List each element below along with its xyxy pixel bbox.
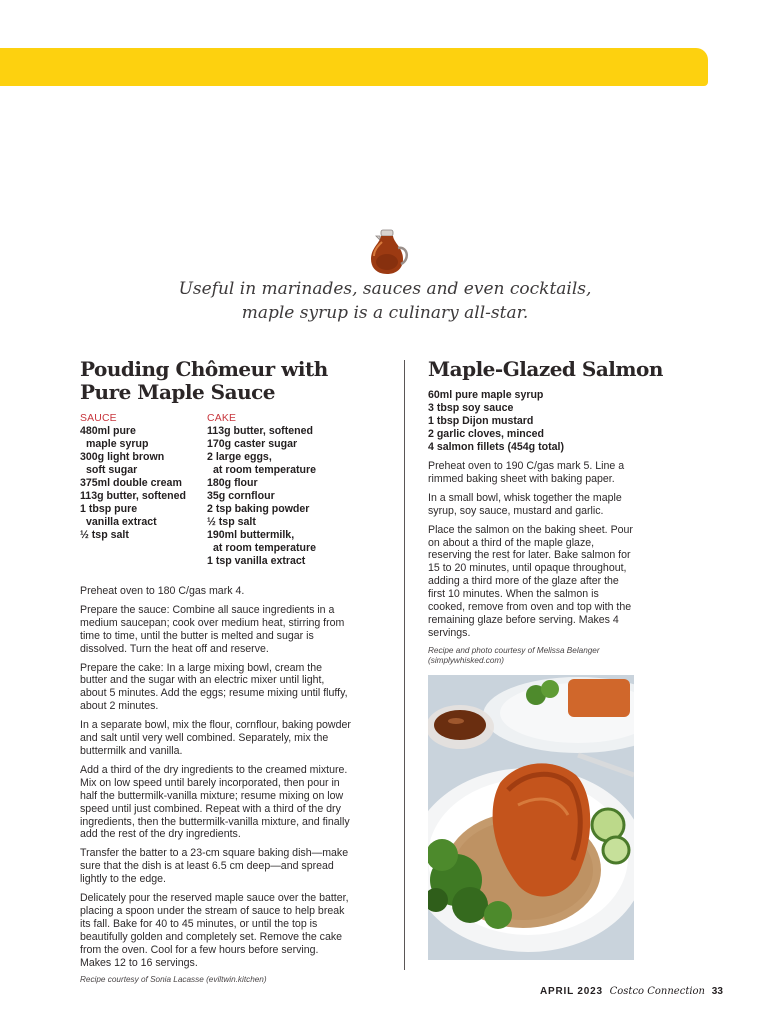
ingredient <box>207 438 352 451</box>
ingredient-line: 113g butter, softened <box>80 490 186 502</box>
recipe2-step: In a small bowl, whisk together the maple syrup, soy sauce, mustard and garlic. <box>428 491 622 517</box>
ingredient-line: 1 tsp vanilla extract <box>207 555 306 567</box>
ingredient-line: 190ml buttermilk, <box>207 529 295 541</box>
ingredient-line: 170g caster sugar <box>207 438 298 450</box>
column-divider <box>404 360 405 970</box>
recipe1-title <box>80 358 352 404</box>
ingredient <box>207 490 352 503</box>
ingredient-line: 180g flour <box>207 477 258 489</box>
header-color-bar <box>0 48 708 86</box>
footer-month: APRIL 2023 <box>540 986 603 997</box>
recipe2-step: Place the salmon on the baking sheet. Pour on about a third of the maple glaze, reserving the rest for later. Bake salmon for 15 to 20 minutes, until opaque throughout, adding a third more of the glaze after the first 10 minutes. When the salmon is cooked, remove from oven and top with the remaining glaze before serving. Makes 4 servings. <box>428 523 633 639</box>
ingredient-line: ½ tsp salt <box>207 516 256 528</box>
ingredient <box>207 477 352 490</box>
recipe2-title: Maple-Glazed Salmon <box>428 357 663 381</box>
page-footer <box>540 986 723 997</box>
recipe1-step: In a separate bowl, mix the flour, cornflour, baking powder and salt until very well combined. Separately, mix the buttermilk and vanilla. <box>80 719 351 757</box>
recipe1-credit: Recipe courtesy of Sonia Lacasse (eviltwin.kitchen) <box>80 975 267 985</box>
ingredient <box>207 451 352 477</box>
recipe1-step: Prepare the cake: In a large mixing bowl, cream the butter and the sugar with an electric mixer until light, about 5 minutes. Add the eggs; resume mixing until fluffy, about 2 minutes. <box>80 661 348 713</box>
recipe1-step: Delicately pour the reserved maple sauce over the batter, placing a spoon under the stream of sauce to help break its fall. Bake for 40 to 45 minutes, or until the top is beautifully golden and completely set. Remove the cake from the oven. Cool for a few hours before serving. Makes 12 to 16 servings. <box>80 892 349 969</box>
ingredient <box>80 425 207 451</box>
ingredient: 60ml pure maple syrup <box>428 389 544 401</box>
ingredient-line: 375ml double cream <box>80 477 182 489</box>
ingredient <box>207 529 352 555</box>
recipe2-step: Preheat oven to 190 C/gas mark 5. Line a rimmed baking sheet with baking paper. <box>428 460 625 485</box>
recipe1-step: Transfer the batter to a 23-cm square baking dish—make sure that the dish is at least 6.5 cm deep—and spread lightly to the edge. <box>80 847 349 886</box>
ingredient <box>207 425 352 438</box>
recipe1-step: Prepare the sauce: Combine all sauce ingredients in a medium saucepan; cook over medium heat, stirring from time to time, until the butter is melted and sugar is dissolved. Turn the heat off and reserve. <box>80 603 345 655</box>
ingredient: 4 salmon fillets (454g total) <box>428 441 564 453</box>
ingredient-line: 300g light brown <box>80 451 165 463</box>
cake-heading: CAKE <box>207 413 237 424</box>
recipe-pouding-chomeur <box>80 358 352 986</box>
ingredient-line: 1 tbsp pure <box>80 503 138 515</box>
ingredient: 2 garlic cloves, minced <box>428 428 544 440</box>
recipe1-step: Preheat oven to 180 C/gas mark 4. <box>80 585 245 597</box>
ingredient <box>80 451 207 477</box>
ingredient: 3 tbsp soy sauce <box>428 402 514 414</box>
intro-quote-line2: maple syrup is a culinary all-star. <box>241 303 529 323</box>
footer-magazine: Costco Connection <box>609 986 705 997</box>
ingredient-line: soft sugar <box>86 464 138 476</box>
recipe-maple-glazed-salmon <box>428 357 663 667</box>
ingredient <box>207 555 352 568</box>
recipe2-credit: Recipe and photo courtesy of Melissa Belanger (simplywhisked.com) <box>428 645 600 666</box>
ingredient <box>80 490 207 503</box>
ingredient-line: 480ml pure <box>80 425 136 437</box>
ingredient-line: ½ tsp salt <box>80 529 129 541</box>
ingredient-line: vanilla extract <box>86 516 157 528</box>
intro-quote <box>150 277 620 325</box>
recipe1-title-line1: Pouding Chômeur with <box>80 357 328 381</box>
recipe1-step: Add a third of the dry ingredients to the creamed mixture. Mix on low speed until barely incorporated, then pour in half the buttermilk-vanilla mixture; resume mixing on low speed until just combined. Repeat with a third of the dry ingredients, then the buttermilk-vanilla mixture, and finally add the rest of the dry ingredients. <box>80 763 350 841</box>
recipe2-ingredients <box>428 389 638 454</box>
cake-ingredients <box>207 412 352 568</box>
ingredient <box>80 529 207 542</box>
ingredient-line: at room temperature <box>213 542 317 554</box>
ingredient <box>80 477 207 490</box>
ingredient-line: at room temperature <box>213 464 317 476</box>
sauce-ingredients <box>80 412 207 568</box>
ingredient <box>207 503 352 516</box>
recipe1-title-line2: Pure Maple Sauce <box>80 380 276 404</box>
ingredient <box>80 503 207 529</box>
ingredient <box>207 516 352 529</box>
ingredient-line: 35g cornflour <box>207 490 275 502</box>
maple-syrup-pitcher-icon <box>364 228 412 276</box>
ingredient-line: 113g butter, softened <box>207 425 313 437</box>
recipe1-ingredients <box>80 412 352 568</box>
intro-quote-line1: Useful in marinades, sauces and even cocktails, <box>178 279 592 299</box>
ingredient-line: 2 tsp baking powder <box>207 503 310 515</box>
footer-page-number: 33 <box>711 986 723 997</box>
ingredient: 1 tbsp Dijon mustard <box>428 415 534 427</box>
sauce-heading: SAUCE <box>80 413 117 424</box>
maple-glazed-salmon-photo <box>428 675 634 960</box>
ingredient-line: maple syrup <box>86 438 149 450</box>
ingredient-line: 2 large eggs, <box>207 451 272 463</box>
